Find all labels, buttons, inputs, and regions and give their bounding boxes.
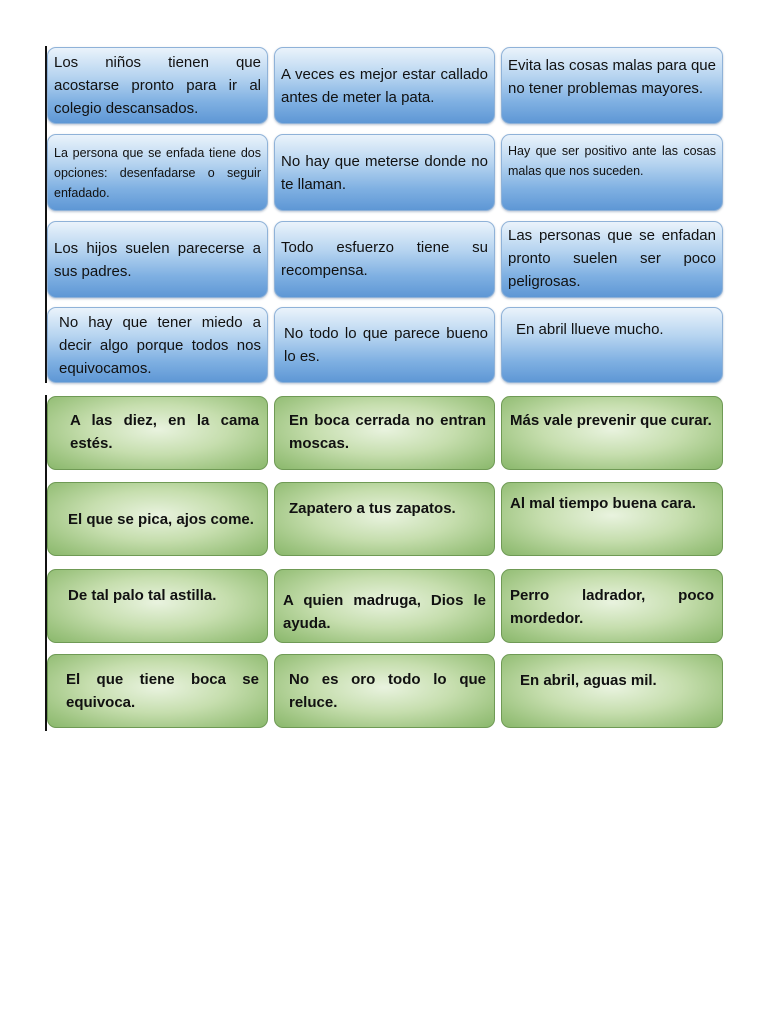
meaning-card (501, 307, 723, 383)
meaning-card (274, 307, 495, 383)
proverb-text: Perro ladrador, poco mordedor. (510, 587, 714, 627)
proverb-card (501, 654, 723, 728)
meaning-text: Los niños tienen que acostarse pronto para ir al colegio descansados. (54, 54, 261, 117)
proverb-text: Más vale prevenir que curar. (510, 412, 712, 429)
proverb-text: El que se pica, ajos come. (68, 510, 254, 528)
proverb-card (274, 569, 495, 643)
proverb-text: El que tiene boca se equivoca. (66, 671, 259, 711)
meaning-text: Los hijos suelen parecerse a sus padres. (54, 239, 261, 280)
proverb-text: No es oro todo lo que reluce. (289, 671, 486, 711)
proverb-text: Al mal tiempo buena cara. (510, 495, 696, 512)
meaning-text: Evita las cosas malas para que no tener problemas mayores. (508, 57, 716, 97)
meaning-card (47, 47, 268, 124)
proverb-text: Zapatero a tus zapatos. (289, 500, 456, 517)
proverb-card (274, 482, 495, 556)
meaning-card (501, 134, 723, 211)
meaning-text: No hay que tener miedo a decir algo porque todos nos equivocamos. (59, 313, 261, 377)
proverb-card (47, 396, 268, 470)
meaning-card (47, 221, 268, 298)
meaning-card (47, 307, 268, 383)
meaning-text: Hay que ser positivo ante las cosas malas que nos suceden. (508, 144, 716, 178)
meaning-text: A veces es mejor estar callado antes de meter la pata. (281, 65, 488, 106)
proverb-text: A las diez, en la cama estés. (70, 412, 259, 452)
meaning-card (274, 221, 495, 298)
proverb-card (501, 396, 723, 470)
proverb-card (47, 654, 268, 728)
proverb-card (47, 569, 268, 643)
proverb-text: En boca cerrada no entran moscas. (289, 412, 486, 452)
proverb-card (47, 482, 268, 556)
proverb-card (501, 482, 723, 556)
meaning-card (47, 134, 268, 211)
meaning-text: En abril llueve mucho. (516, 321, 664, 338)
proverb-text: A quien madruga, Dios le ayuda. (283, 592, 486, 632)
meaning-text: La persona que se enfada tiene dos opciones: desenfadarse o seguir enfadado. (54, 145, 261, 200)
meaning-card (274, 134, 495, 211)
meaning-card (274, 47, 495, 124)
proverb-text: De tal palo tal astilla. (68, 587, 217, 604)
proverb-card (274, 396, 495, 470)
meaning-card (501, 221, 723, 298)
proverb-card (274, 654, 495, 728)
meaning-text: Todo esfuerzo tiene su recompensa. (281, 239, 488, 279)
proverb-card (501, 569, 723, 643)
meaning-text: No todo lo que parece bueno lo es. (284, 325, 488, 365)
proverb-text: En abril, aguas mil. (520, 672, 657, 689)
meaning-text: Las personas que se enfadan pronto suelen ser poco peligrosas. (508, 227, 716, 290)
meaning-text: No hay que meterse donde no te llaman. (281, 152, 488, 193)
meaning-card (501, 47, 723, 124)
